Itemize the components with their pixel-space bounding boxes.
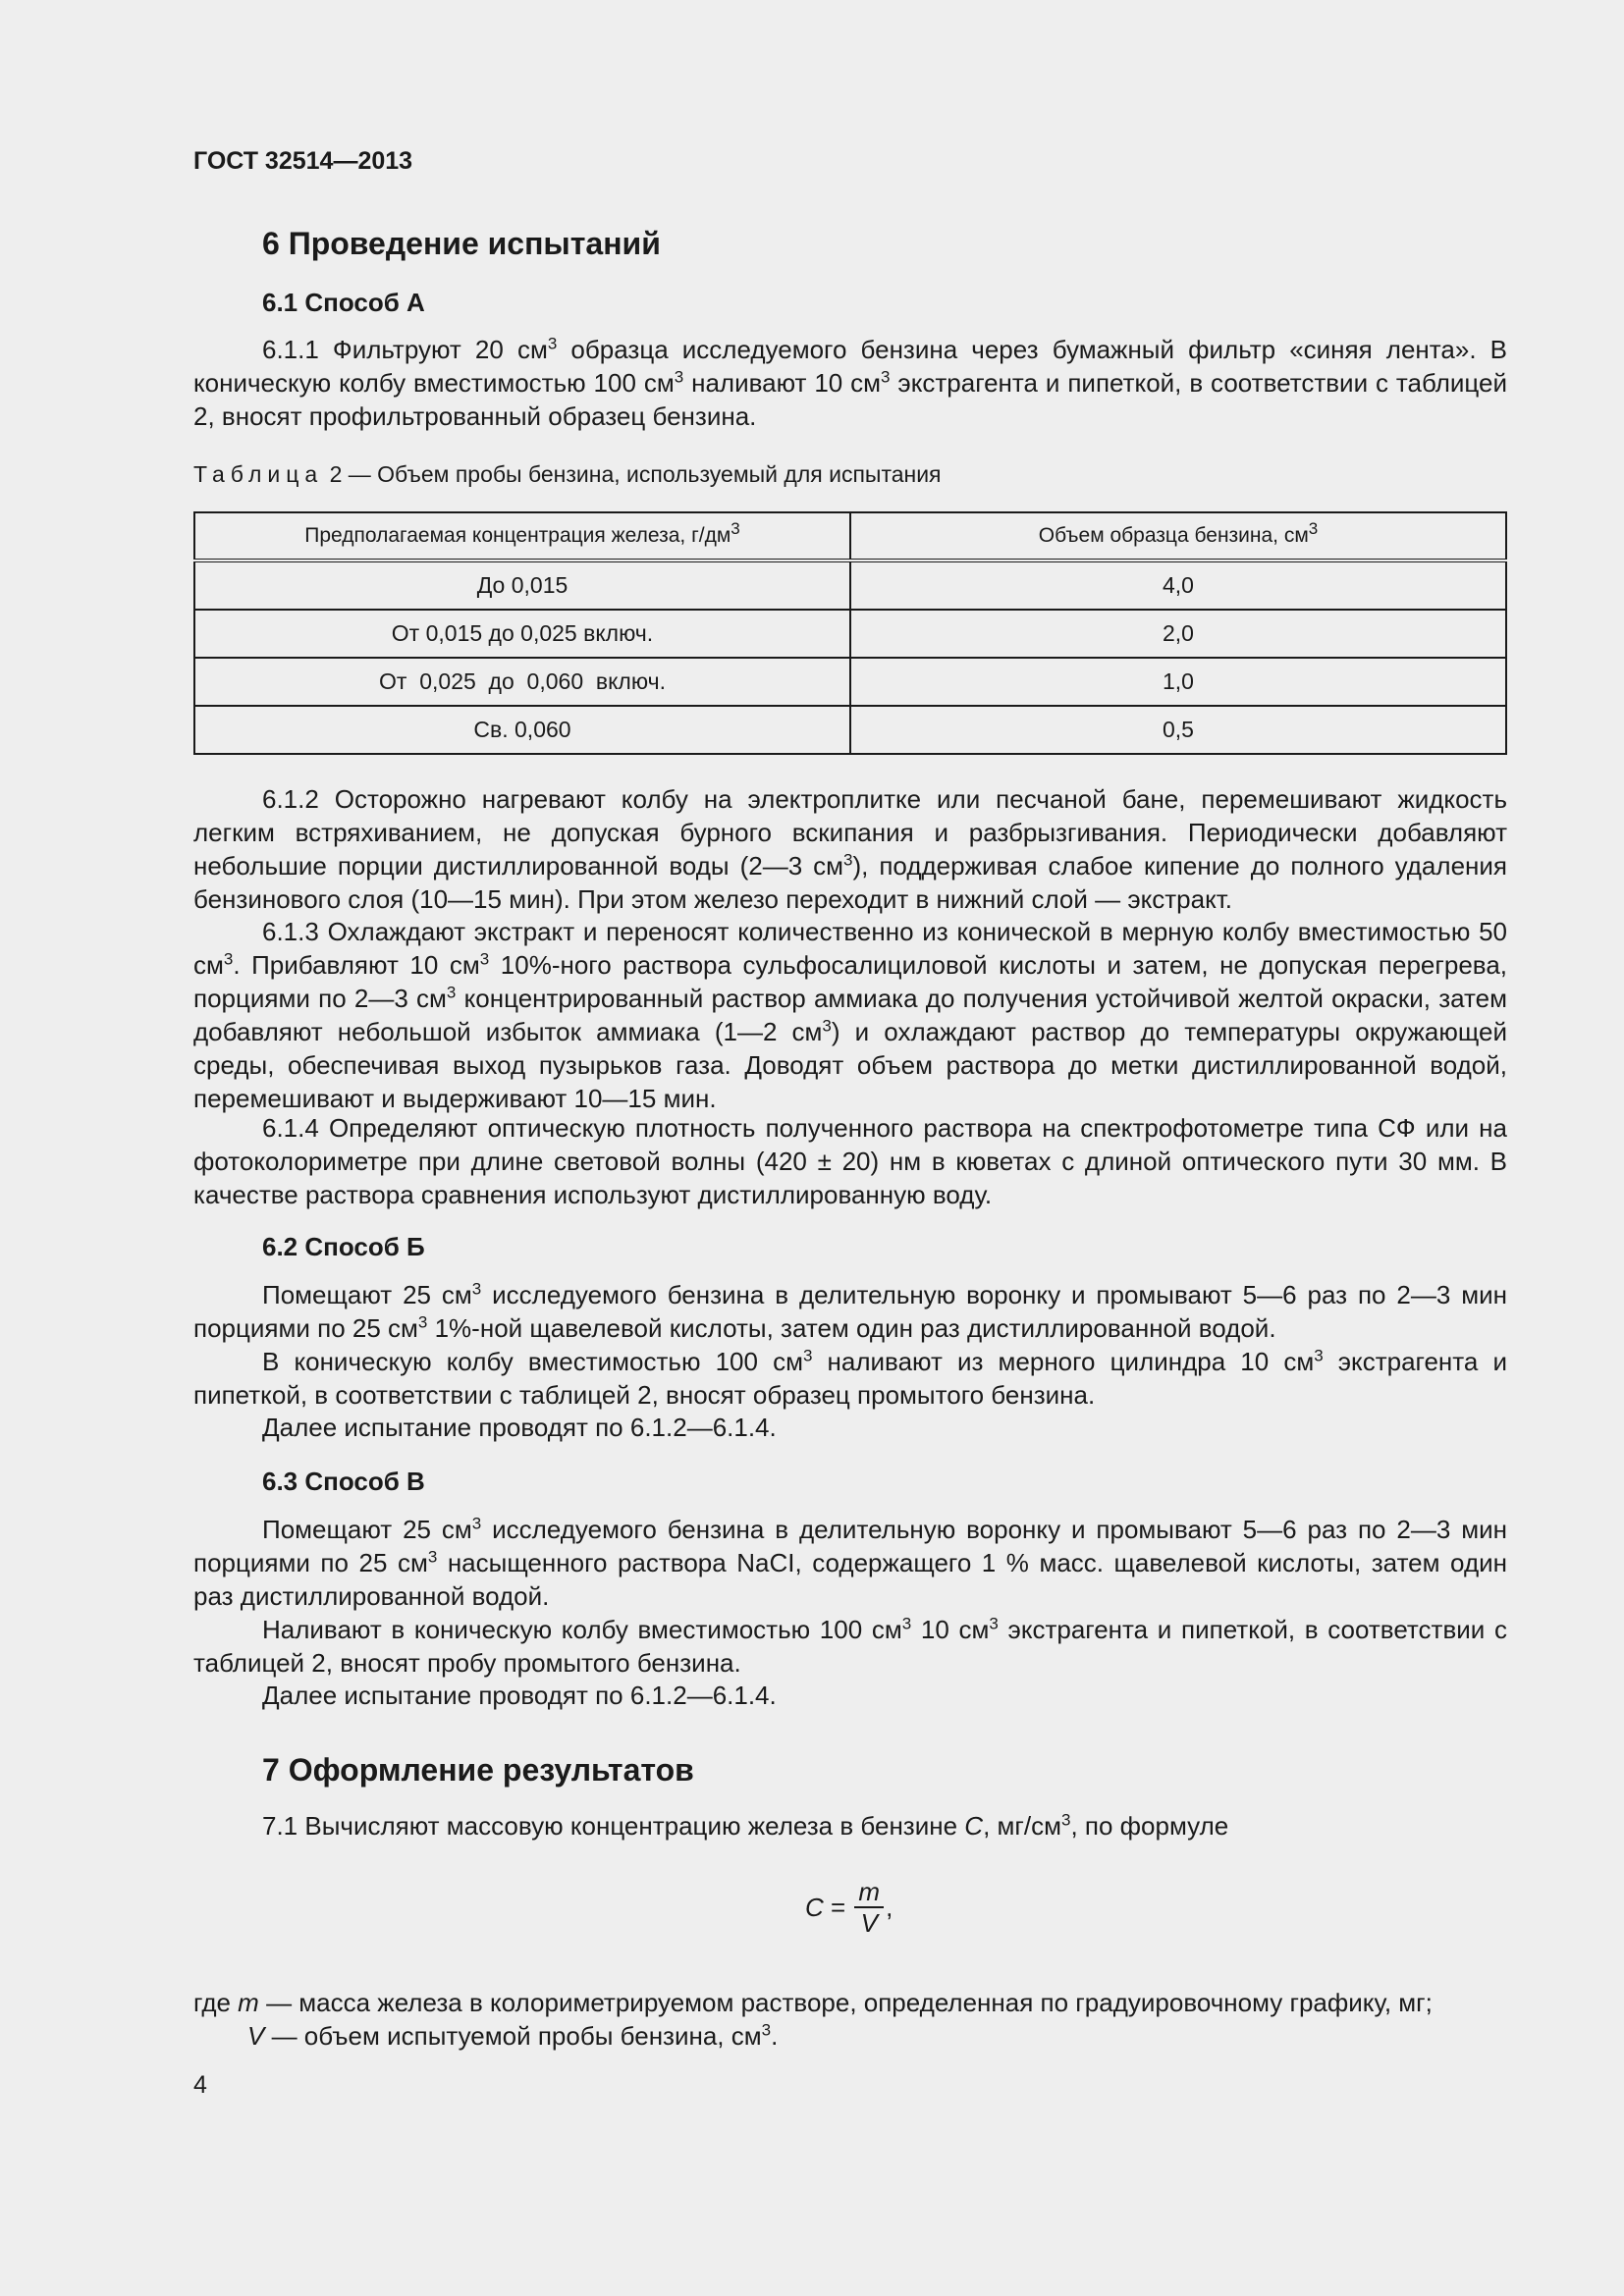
- formula-denominator: V: [860, 1908, 878, 1938]
- column-header-concentration: Предполагаемая концентрация железа, $г/дм^3$: [194, 512, 850, 561]
- cell-concentration: Св. 0,060: [194, 706, 850, 754]
- cell-volume: 2,0: [850, 610, 1506, 658]
- paragraph-6-3-b: Наливают в коническую колбу вместимостью 100 $см^3$ 10 $см^3$ экстрагента и пипеткой, в соответствии с таблицей 2, вносят пробу промытого бензина.: [193, 1614, 1507, 1678]
- section-7-title: 7 Оформление результатов: [262, 1752, 694, 1788]
- formula-lhs: C: [805, 1892, 824, 1922]
- cell-concentration: От 0,025 до 0,060 включ.: [194, 658, 850, 706]
- paragraph-6-1-4: 6.1.4 Определяют оптическую плотность полученного раствора на спектрофотометре типа СФ или на фотоколориметре при длине световой волны (420 ± 20) нм в кюветах с длиной оптического пути 30 мм. В качестве раствора сравнения используют дистиллированную воду.: [193, 1113, 1507, 1209]
- page-number: 4: [193, 2071, 207, 2099]
- paragraph-6-1-3: 6.1.3 Охлаждают экстракт и переносят количественно из конической в мерную колбу вместимостью 50 $см^3$. Прибавляют 10 $см^3$ 10%-ного раствора сульфосалициловой кислоты и затем, не допуская перегрева, порциями по 2—3 $см^3$ концентрированный раствор аммиака до получения устойчивой желтой окраски, затем добавляют небольшой избыток аммиака (1—2 $см^3$) и охлаждают раствор до температуры окружающей среды, обеспечивая выход пузырьков газа. Доводят объем раствора до метки дистиллированной водой, перемешивают и выдерживают 10—15 мин.: [193, 917, 1507, 1113]
- cell-volume: 4,0: [850, 561, 1506, 610]
- legend-m: где m — масса железа в колориметрируемом растворе, определенная по градуировочному графику, мг;: [193, 1988, 1433, 2017]
- cell-concentration: От 0,015 до 0,025 включ.: [194, 610, 850, 658]
- subsection-6-1-title: 6.1 Способ А: [262, 288, 425, 317]
- paragraph-6-3-a: Помещают 25 $см^3$ исследуемого бензина в делительную воронку и промывают 5—6 раз по 2—3 мин порциями по 25 $см^3$ насыщенного раствора NaCI, содержащего 1 % масс. щавелевой кислоты, затем один раз дистиллированной водой.: [193, 1514, 1507, 1611]
- formula-equals: =: [823, 1892, 853, 1922]
- sample-volume-table: [193, 511, 1507, 755]
- document-code: ГОСТ 32514—2013: [193, 147, 413, 175]
- cell-concentration: До 0,015: [194, 561, 850, 610]
- formula-numerator: m: [854, 1877, 884, 1908]
- subsection-6-3-title: 6.3 Способ В: [262, 1467, 425, 1496]
- column-header-volume: Объем образца бензина, $см^3$: [850, 512, 1506, 561]
- table-row: [194, 706, 1506, 754]
- formula-legend: [193, 1986, 1507, 2053]
- paragraph-6-2-c: Далее испытание проводят по 6.1.2—6.1.4.: [262, 1413, 777, 1442]
- formula-comma: ,: [886, 1892, 893, 1922]
- table-caption: Таблица 2 — Объем пробы бензина, используемый для испытания: [193, 461, 942, 487]
- paragraph-6-1-2: 6.1.2 Осторожно нагревают колбу на электроплитке или песчаной бане, перемешивают жидкость легким встряхиванием, не допуская бурного вскипания и разбрызгивания. Периодически добавляют небольшие порции дистиллированной воды (2—3 $см^3$), поддерживая слабое кипение до полного удаления бензинового слоя (10—15 мин). При этом железо переходит в нижний слой — экстракт.: [193, 784, 1507, 914]
- table-row: [194, 610, 1506, 658]
- section-6-title: 6 Проведение испытаний: [262, 226, 661, 261]
- table-row: [194, 561, 1506, 610]
- paragraph-6-2-a: Помещают 25 $см^3$ исследуемого бензина в делительную воронку и промывают 5—6 раз по 2—3 мин порциями по 25 $см^3$ 1%-ной щавелевой кислоты, затем один раз дистиллированной водой.: [193, 1279, 1507, 1343]
- table-row: [194, 658, 1506, 706]
- paragraph-6-2-b: В коническую колбу вместимостью 100 $см^3$ наливают из мерного цилиндра 10 $см^3$ экстрагента и пипеткой, в соответствии с таблицей 2, вносят образец промытого бензина.: [193, 1346, 1507, 1410]
- formula: [805, 1877, 893, 1938]
- table-header-row: [194, 512, 1506, 561]
- subsection-6-2-title: 6.2 Способ Б: [262, 1232, 425, 1261]
- cell-volume: 0,5: [850, 706, 1506, 754]
- formula-fraction: [854, 1877, 884, 1938]
- paragraph-6-1-1: 6.1.1 Фильтруют 20 $см^3$ образца исследуемого бензина через бумажный фильтр «синяя лента». В коническую колбу вместимостью 100 $см^3$ наливают 10 $см^3$ экстрагента и пипеткой, в соответствии с таблицей 2, вносят профильтрованный образец бензина.: [193, 334, 1508, 431]
- legend-v: V — объем испытуемой пробы бензина, $см^3$.: [247, 2020, 779, 2051]
- paragraph-6-3-c: Далее испытание проводят по 6.1.2—6.1.4.: [262, 1681, 777, 1710]
- paragraph-7-1: 7.1 Вычисляют массовую концентрацию железа в бензине C, $мг/см^3$, по формуле: [262, 1810, 1229, 1841]
- cell-volume: 1,0: [850, 658, 1506, 706]
